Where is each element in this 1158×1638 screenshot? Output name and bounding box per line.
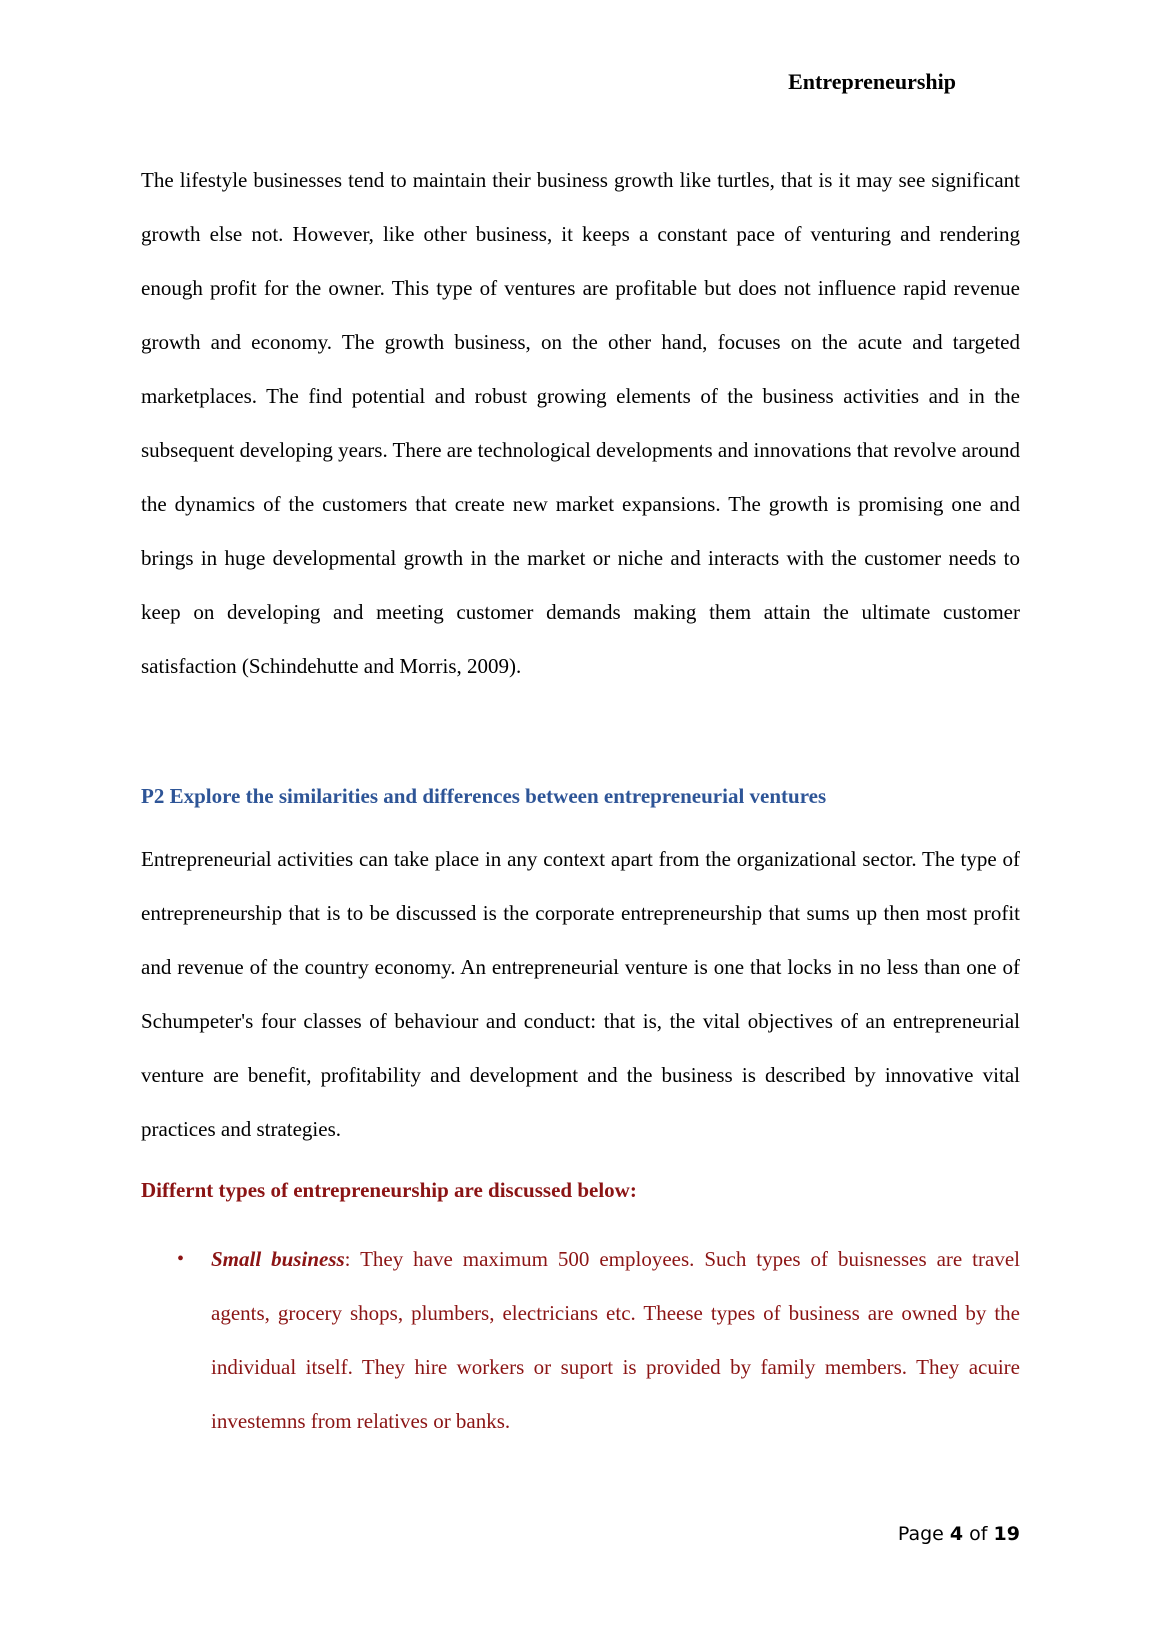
footer-current-page: 4 (949, 1523, 964, 1545)
body-paragraph-entrepreneurial-activities: Entrepreneurial activities can take place in any context apart from the organizational sector. The type of entrepreneurship that is to be discussed is the corporate entrepreneurship that sums up then most profit and revenue of the country economy. An entrepreneurial venture is one that locks in no less than one of Schumpeter's four classes of behaviour and conduct: that is, the vital objectives of an entrepreneurial venture are benefit, profitability and development and the business is described by innovative vital practices and strategies. (141, 847, 1020, 1141)
bullet-list (141, 1232, 1020, 1448)
footer-page-word: Page (897, 1523, 944, 1545)
bullet-description: They have maximum 500 employees. Such types of buisnesses are travel agents, grocery shops, plumbers, electricians etc. Theese types of business are owned by the individual itself. They hire workers or suport is provided by family members. They acuire investemns from relatives or banks. (211, 1247, 1020, 1433)
bullet-separator: : (344, 1247, 351, 1271)
bullet-term-small-business: Small business (211, 1247, 345, 1271)
footer-total-pages: 19 (993, 1523, 1020, 1545)
section-heading-p2: P2 Explore the similarities and differences between entrepreneurial ventures (141, 784, 827, 808)
page-header-title: Entrepreneurship (788, 69, 956, 94)
footer-of-word: of (969, 1523, 988, 1545)
list-item-small-business (141, 1232, 1020, 1448)
bullet-dot-icon: • (177, 1248, 185, 1270)
page-number-footer (898, 1521, 1020, 1547)
body-paragraph-lifestyle-growth: The lifestyle businesses tend to maintain their business growth like turtles, that is it may see significant growth else not. However, like other business, it keeps a constant pace of venturing and rendering enough profit for the owner. This type of ventures are profitable but does not influence rapid revenue growth and economy. The growth business, on the other hand, focuses on the acute and targeted marketplaces. The find potential and robust growing elements of the business activities and in the subsequent developing years. There are technological developments and innovations that revolve around the dynamics of the customers that create new market expansions. The growth is promising one and brings in huge developmental growth in the market or niche and interacts with the customer needs to keep on developing and meeting customer demands making them attain the ultimate customer satisfaction (Schindehutte and Morris, 2009). (141, 168, 1021, 678)
subheading-types-of-entrepreneurship: Differnt types of entrepreneurship are discussed below: (141, 1178, 637, 1202)
